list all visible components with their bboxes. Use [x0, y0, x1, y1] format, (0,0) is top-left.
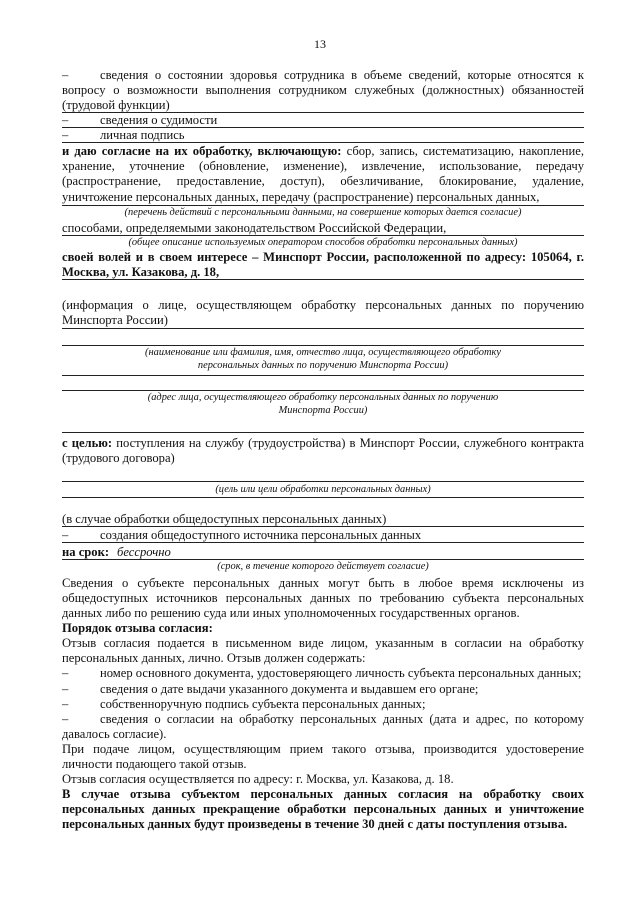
withdrawal-heading: Порядок отзыва согласия: — [62, 621, 213, 635]
final-paragraph: В случае отзыва субъектом персональных данных согласия на обработку своих персональных данных прекращение обработки персональных данных и уничтожение персональных данных будут произведены в течение 30 дней с даты поступления отзыва. — [62, 787, 584, 832]
purpose-text: поступления на службу (трудоустройства) в Минспорт России, служебного контракта (трудового договора) — [62, 436, 584, 466]
withdrawal-item-continuation: давалось согласие). — [62, 727, 167, 741]
withdrawal-item: сведения о дате выдачи указанного документа и выдавшем его органе; — [100, 682, 479, 696]
consent-caption: (перечень действий с персональными данными, на совершение которых дается согласие) — [124, 207, 522, 218]
blank-line — [62, 526, 584, 527]
term-line — [62, 545, 584, 560]
list-dash: – — [62, 528, 69, 542]
purpose-paragraph — [62, 436, 584, 466]
health-item-continuation: вопросу о возможности выполнения сотрудником служебных (должностных) обязанностей (трудовой функции) — [62, 83, 584, 113]
term-value: бессрочно — [117, 545, 171, 559]
agent-name-caption: (наименование или фамилия, имя, отчество лица, осуществляющего обработку персональных данных по поручению Минспорта России) — [145, 347, 501, 371]
list-dash: – — [62, 666, 69, 680]
blank-line — [62, 432, 584, 433]
public-source-item: создания общедоступного источника персональных данных — [100, 528, 422, 542]
address-paragraph: Отзыв согласия осуществляется по адресу: г. Москва, ул. Казакова, д. 18. — [62, 772, 454, 786]
exclusion-paragraph: Сведения о субъекте персональных данных могут быть в любое время исключены из общедоступных источников персональных данных по требованию субъекта персональных данных либо по решению суда или иных уполномоченных государственных органов. — [62, 576, 584, 621]
blank-line — [62, 559, 584, 560]
withdrawal-item: номер основного документа, удостоверяющего личность субъекта персональных данных; — [100, 666, 582, 680]
blank-line — [62, 279, 584, 280]
page-number: 13 — [314, 37, 326, 51]
blank-line — [62, 205, 584, 206]
will-paragraph: своей волей и в своем интересе – Минспорт России, расположенной по адресу: 105064, г. Москва, ул. Казакова, д. 18, — [62, 250, 584, 280]
list-dash: – — [62, 712, 69, 726]
list-dash: – — [62, 682, 69, 696]
consent-paragraph — [62, 144, 584, 205]
signature-item: личная подпись — [100, 128, 185, 142]
conviction-item: сведения о судимости — [100, 113, 218, 127]
withdrawal-intro: Отзыв согласия подается в письменном виде лицом, указанным в согласии на обработку персональных данных, лично. Отзыв должен содержать: — [62, 636, 584, 666]
agent-info-text: (информация о лице, осуществляющем обработку персональных данных по поручению Минспорта России) — [62, 298, 584, 328]
blank-line — [62, 497, 584, 498]
public-data-text: (в случае обработки общедоступных персональных данных) — [62, 512, 387, 526]
methods-caption: (общее описание используемых оператором способов обработки персональных данных) — [128, 237, 518, 248]
list-dash: – — [62, 68, 69, 82]
blank-line — [62, 328, 584, 329]
blank-line — [62, 542, 584, 543]
purpose-caption: (цель или цели обработки персональных данных) — [215, 484, 431, 495]
withdrawal-item: собственноручную подпись субъекта персональных данных; — [100, 697, 426, 711]
blank-line — [62, 345, 584, 346]
blank-line — [62, 481, 584, 482]
agent-address-caption: (адрес лица, осуществляющего обработку персональных данных по поручению Минспорта России) — [147, 392, 499, 416]
blank-line — [62, 235, 584, 236]
term-bold: на срок: — [62, 545, 110, 559]
consent-bold: и даю согласие на их обработку, включающую: — [62, 144, 342, 158]
list-dash: – — [62, 113, 69, 127]
consent-actions: сбор, запись, систематизацию, накопление, хранение, уточнение (обновление, изменение), извлечение, использование, передачу (распространение, предоставление, доступ), обезличивание, блокирование, удаление, уничтожение персональных данных, передачу (распространение) персональных данных, — [62, 144, 584, 204]
methods-text: способами, определяемыми законодательством Российской Федерации, — [62, 221, 447, 235]
blank-line — [62, 142, 584, 143]
health-item-first-line: сведения о состоянии здоровья сотрудника в объеме сведений, которые относятся к — [100, 68, 584, 82]
list-dash: – — [62, 128, 69, 142]
identity-paragraph: При подаче лицом, осуществляющим прием такого отзыва, производится удостоверение личности подающего такой отзыв. — [62, 742, 584, 772]
blank-line — [62, 390, 584, 391]
term-caption: (срок, в течение которого действует согласие) — [217, 561, 429, 572]
blank-line — [62, 375, 584, 376]
list-dash: – — [62, 697, 69, 711]
purpose-bold: с целью: — [62, 436, 113, 450]
withdrawal-item-first-line: сведения о согласии на обработку персональных данных (дата и адрес, по которому — [100, 712, 584, 726]
